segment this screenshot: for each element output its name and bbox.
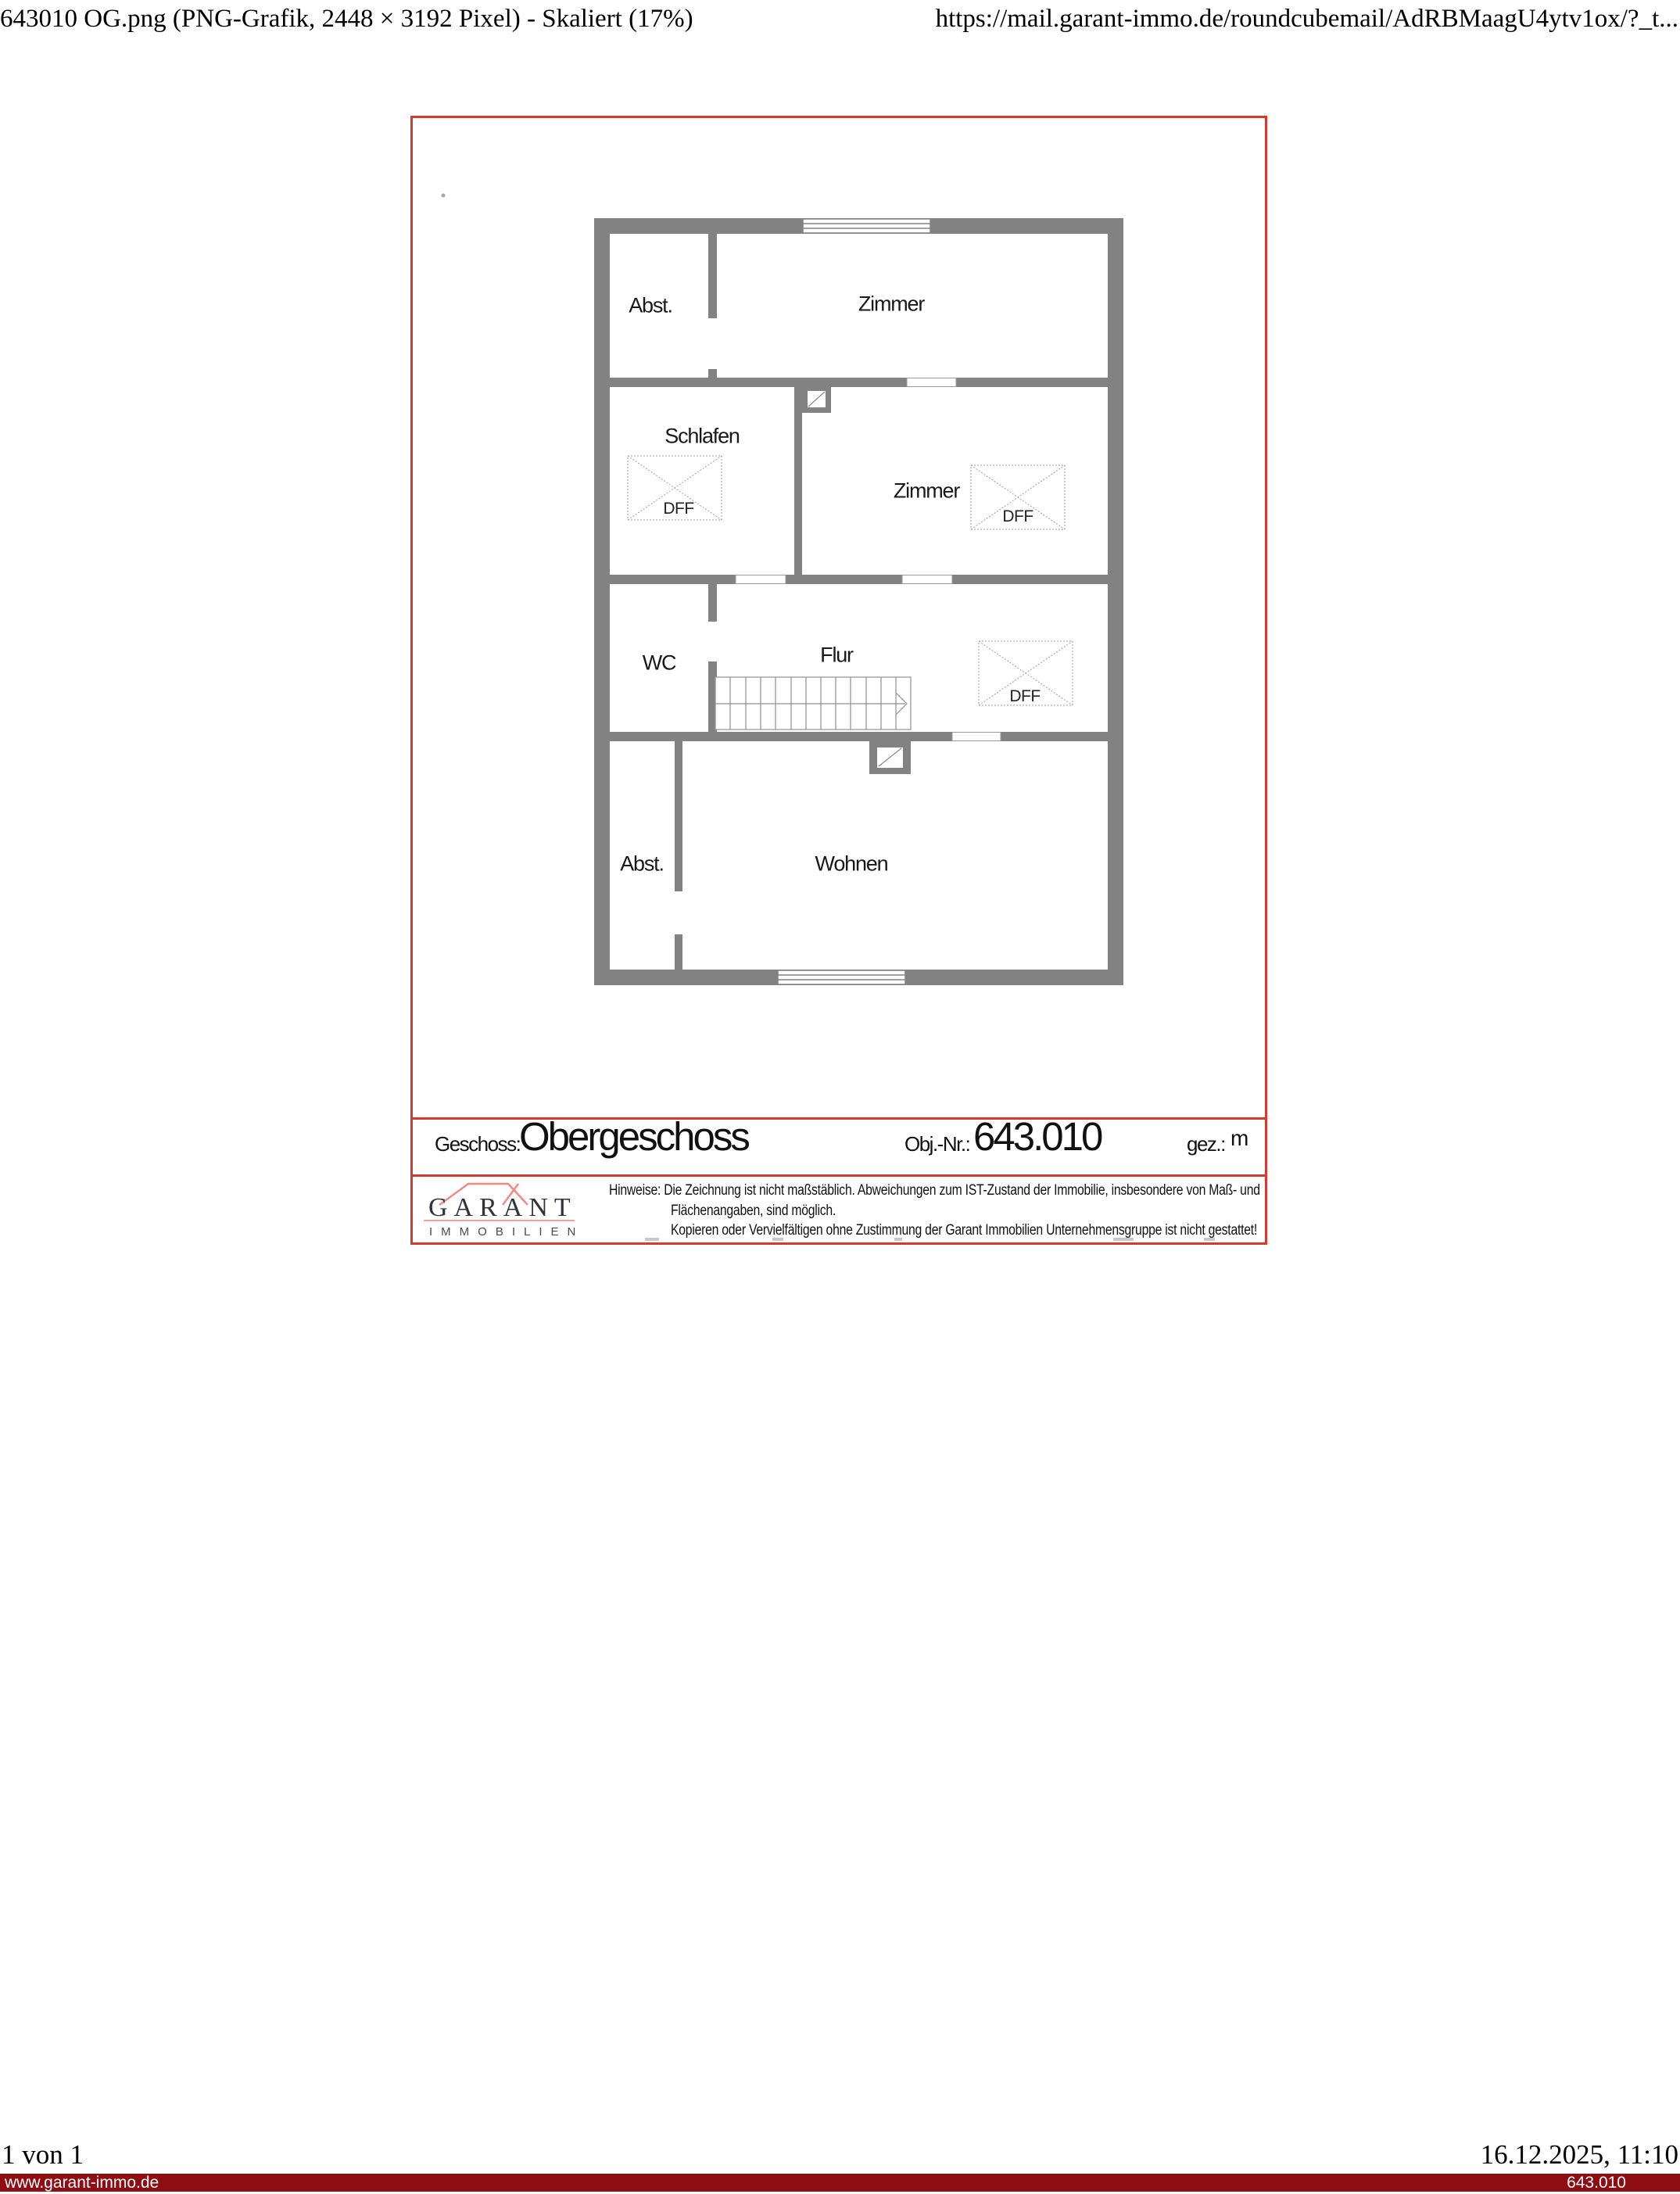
logo-garant: GARANT	[428, 1193, 577, 1222]
room-label-schlafen: Schlafen	[664, 424, 740, 448]
print-header-title: 643010 OG.png (PNG-Grafik, 2448 × 3192 Pixel) - Skaliert (17%)	[0, 5, 693, 33]
logo-immobilien: IMMOBILIEN	[429, 1225, 585, 1239]
room-label-abst-top: Abst.	[629, 293, 672, 317]
dff-label-schlafen: DFF	[663, 500, 694, 518]
gez-value: m	[1230, 1126, 1248, 1150]
status-website: www.garant-immo.de	[5, 2174, 159, 2192]
chimney-lower	[877, 747, 903, 768]
window-bottom	[778, 970, 905, 984]
dff-label-flur: DFF	[1009, 687, 1041, 705]
chimney-upper	[808, 391, 826, 407]
window-top	[803, 219, 930, 233]
room-label-zimmer-mid: Zimmer	[893, 479, 960, 503]
notice-line-1: Hinweise: Die Zeichnung ist nicht maßstäblich. Abweichungen zum IST-Zustand der Immobilie, insbesondere von Maß- und	[609, 1182, 1260, 1199]
room-label-wc: WC	[642, 651, 676, 675]
room-label-wohnen: Wohnen	[815, 851, 888, 876]
room-label-abst-low: Abst.	[620, 851, 664, 876]
objnr-label: Obj.-Nr.:	[904, 1132, 970, 1156]
gez-label: gez.:	[1187, 1132, 1225, 1156]
geschoss-value: Obergeschoss	[519, 1114, 748, 1159]
notice-line-3: Kopieren oder Vervielfältigen ohne Zustimmung der Garant Immobilien Unternehmensgruppe ist nicht gestattet!	[671, 1222, 1258, 1239]
dff-label-zimmer: DFF	[1002, 507, 1033, 525]
room-label-zimmer-top: Zimmer	[858, 292, 925, 316]
staircase	[715, 677, 911, 730]
objnr-value: 643.010	[973, 1114, 1101, 1159]
status-bar	[0, 2174, 1680, 2192]
status-object-number: 643.010	[1567, 2174, 1626, 2192]
room-label-flur: Flur	[820, 643, 853, 667]
print-footer-page: 1 von 1	[2, 2139, 84, 2170]
print-footer-date: 16.12.2025, 11:10	[1480, 2139, 1678, 2170]
print-header-url: https://mail.garant-immo.de/roundcubemail/AdRBMaagU4ytv1ox/?_t...	[935, 5, 1678, 33]
speck	[442, 194, 446, 198]
geschoss-label: Geschoss:	[435, 1132, 521, 1156]
notice-line-2: Flächenangaben, sind möglich.	[671, 1203, 836, 1219]
